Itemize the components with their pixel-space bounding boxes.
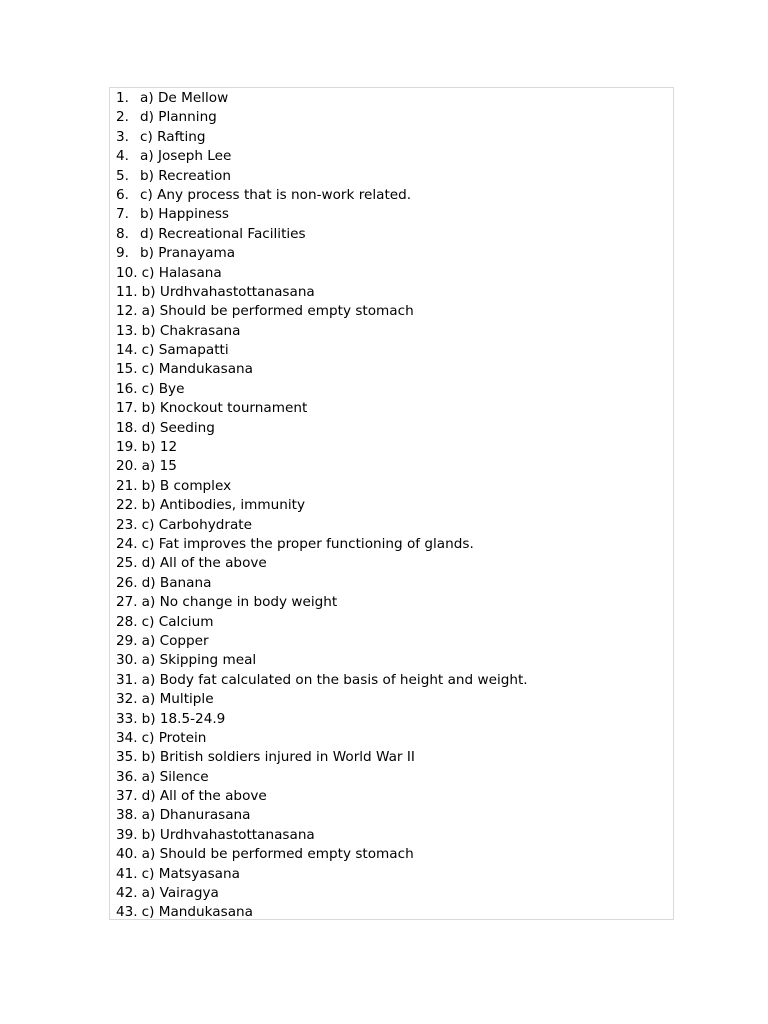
answer-item [110, 826, 673, 845]
answer-text: c) Mandukasana [141, 904, 253, 921]
answer-item [110, 845, 673, 864]
answer-number: 20. [116, 458, 138, 475]
answer-number: 2. [116, 109, 129, 126]
answer-number: 10. [116, 264, 138, 281]
answer-key-box [109, 87, 674, 920]
answer-text: b) Pranayama [140, 245, 236, 262]
answer-number: 39. [116, 826, 138, 843]
answer-item [110, 806, 673, 825]
answer-number: 17. [116, 400, 138, 417]
answer-text: a) Copper [141, 632, 209, 649]
answer-text: d) Recreational Facilities [140, 225, 306, 242]
answer-number: 18. [116, 419, 138, 436]
answer-item [110, 690, 673, 709]
answer-text: c) Matsyasana [141, 865, 240, 882]
answer-number: 27. [116, 594, 138, 611]
answer-item [110, 865, 673, 884]
answer-item [110, 671, 673, 690]
answer-number: 8. [116, 225, 129, 242]
answer-text: d) All of the above [141, 555, 267, 572]
answer-number: 11. [116, 283, 138, 300]
answer-item [110, 632, 673, 651]
answer-text: b) 12 [141, 439, 178, 456]
answer-number: 37. [116, 788, 138, 805]
answer-text: b) Recreation [140, 167, 231, 184]
answer-item [110, 128, 673, 147]
answer-item [110, 225, 673, 244]
answer-number: 13. [116, 322, 138, 339]
answer-item [110, 554, 673, 573]
answer-item [110, 108, 673, 127]
answer-text: c) Any process that is non-work related. [140, 186, 412, 203]
answer-number: 15. [116, 361, 138, 378]
answer-text: a) 15 [141, 458, 177, 475]
answer-item [110, 380, 673, 399]
answer-number: 12. [116, 303, 138, 320]
answer-text: a) Silence [141, 768, 209, 785]
answer-number: 6. [116, 186, 129, 203]
answer-text: a) Dhanurasana [141, 807, 251, 824]
answer-item [110, 167, 673, 186]
answer-item [110, 264, 673, 283]
answer-text: c) Mandukasana [141, 361, 253, 378]
answer-item [110, 710, 673, 729]
answer-number: 35. [116, 749, 138, 766]
answer-item [110, 574, 673, 593]
answer-item [110, 360, 673, 379]
answer-number: 19. [116, 439, 138, 456]
answer-text: b) 18.5-24.9 [141, 710, 226, 727]
answer-number: 16. [116, 380, 138, 397]
answer-text: b) Chakrasana [141, 322, 241, 339]
answer-number: 36. [116, 768, 138, 785]
answer-number: 14. [116, 342, 138, 359]
answer-item [110, 787, 673, 806]
answer-text: d) Planning [140, 109, 217, 126]
answer-number: 43. [116, 904, 138, 921]
answer-text: b) Urdhvahastottanasana [141, 826, 315, 843]
answer-item [110, 283, 673, 302]
answer-item [110, 593, 673, 612]
answer-text: c) Fat improves the proper functioning of glands. [141, 535, 474, 552]
answer-number: 23. [116, 516, 138, 533]
answer-number: 1. [116, 90, 129, 106]
answer-number: 9. [116, 245, 129, 262]
answer-list [110, 89, 673, 923]
answer-text: c) Rafting [140, 128, 206, 145]
answer-number: 33. [116, 710, 138, 727]
answer-text: c) Samapatti [141, 342, 229, 359]
answer-number: 32. [116, 691, 138, 708]
answer-text: a) Joseph Lee [140, 148, 232, 165]
answer-number: 42. [116, 885, 138, 902]
answer-item [110, 496, 673, 515]
answer-text: a) Multiple [141, 691, 214, 708]
answer-item [110, 457, 673, 476]
answer-text: b) Knockout tournament [141, 400, 308, 417]
answer-text: d) Seeding [141, 419, 215, 436]
answer-number: 5. [116, 167, 129, 184]
answer-text: b) Antibodies, immunity [141, 497, 305, 514]
answer-item [110, 244, 673, 263]
answer-number: 40. [116, 846, 138, 863]
answer-item [110, 477, 673, 496]
answer-text: a) Vairagya [141, 885, 219, 902]
answer-item [110, 768, 673, 787]
answer-number: 38. [116, 807, 138, 824]
answer-item [110, 147, 673, 166]
answer-number: 24. [116, 535, 138, 552]
answer-number: 41. [116, 865, 138, 882]
answer-number: 29. [116, 632, 138, 649]
answer-number: 31. [116, 671, 138, 688]
answer-item [110, 438, 673, 457]
answer-item [110, 651, 673, 670]
answer-text: b) Happiness [140, 206, 229, 223]
answer-item [110, 89, 673, 108]
answer-item [110, 535, 673, 554]
answer-text: c) Bye [141, 380, 185, 397]
answer-number: 26. [116, 574, 138, 591]
answer-text: b) Urdhvahastottanasana [141, 283, 315, 300]
answer-item [110, 302, 673, 321]
answer-item [110, 516, 673, 535]
answer-text: a) Body fat calculated on the basis of height and weight. [141, 671, 528, 688]
answer-text: a) Skipping meal [141, 652, 257, 669]
answer-number: 28. [116, 613, 138, 630]
answer-item [110, 186, 673, 205]
answer-text: a) No change in body weight [141, 594, 338, 611]
answer-number: 21. [116, 477, 138, 494]
answer-item [110, 205, 673, 224]
answer-text: b) B complex [141, 477, 232, 494]
answer-text: d) Banana [141, 574, 212, 591]
answer-number: 7. [116, 206, 129, 223]
answer-text: c) Carbohydrate [141, 516, 252, 533]
answer-item [110, 322, 673, 341]
answer-text: a) Should be performed empty stomach [141, 846, 414, 863]
answer-item [110, 341, 673, 360]
answer-text: c) Protein [141, 729, 207, 746]
answer-text: b) British soldiers injured in World War II [141, 749, 415, 766]
answer-item [110, 613, 673, 632]
answer-item [110, 419, 673, 438]
answer-number: 3. [116, 128, 129, 145]
answer-text: a) Should be performed empty stomach [141, 303, 414, 320]
answer-item [110, 884, 673, 903]
answer-text: a) De Mellow [140, 90, 229, 106]
answer-item [110, 399, 673, 418]
answer-text: d) All of the above [141, 788, 267, 805]
answer-number: 22. [116, 497, 138, 514]
answer-number: 25. [116, 555, 138, 572]
answer-number: 30. [116, 652, 138, 669]
answer-item [110, 729, 673, 748]
answer-number: 34. [116, 729, 138, 746]
answer-text: c) Halasana [141, 264, 222, 281]
answer-item [110, 748, 673, 767]
answer-item [110, 903, 673, 922]
answer-text: c) Calcium [141, 613, 214, 630]
answer-number: 4. [116, 148, 129, 165]
